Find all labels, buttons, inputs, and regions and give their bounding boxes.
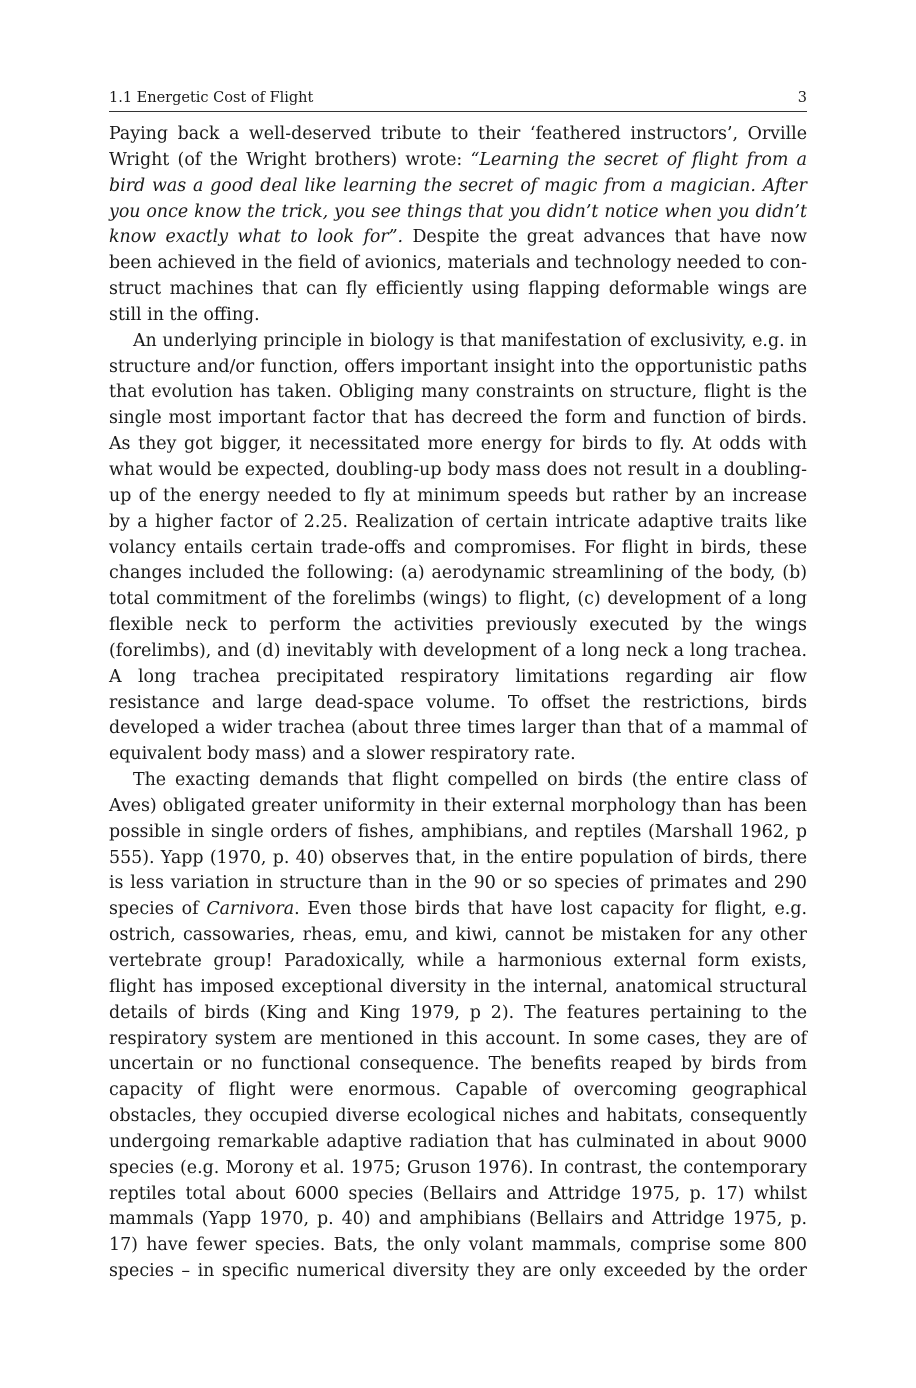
paragraph-2 xyxy=(109,329,807,768)
running-head xyxy=(109,88,807,112)
paragraph-text: . Even those birds that have lost capacity for flight, e.g. ostrich, cassowaries, rheas, emu, and kiwi, cannot be mistaken for any other vertebrate group! Paradoxically, while a harmonious external form exists, flight has imposed exceptional diversity in the internal, anatomical structural details of birds (King and King 1979, p 2). The features pertaining to the respiratory system are mentioned in this account. In some cases, they are of uncertain or no functional consequence. The benefits reaped by birds from capacity of flight were enormous. Capable of overcoming geographical obstacles, they occupied diverse ecological niches and habitats, consequently undergoing remarkable adaptive radiation that has culminated in about 9000 species (e.g. Morony et al. 1975; Gruson 1976). In contrast, the contemporary reptiles total about 6000 species (Bellairs and Attridge 1975, p. 17) whilst mammals (Yapp 1970, p. 40) and amphibians (Bellairs and Attridge 1975, p. 17) have fewer species. Bats, the only volant mammals, comprise some 800 species – in specific numerical diversity they are only exceeded by the order xyxy=(109,899,807,1282)
body-text xyxy=(109,122,807,1285)
taxon-name: Carnivora xyxy=(206,899,295,920)
paragraph-3 xyxy=(109,768,807,1285)
book-page xyxy=(109,88,807,1285)
paragraph-text: Despite the great advances that have now been achieved in the field of avionics, materials and technology needed to construct machines that can fly efficiently using flapping deformable wings are still in the offing. xyxy=(109,227,807,325)
section-title: 1.1 Energetic Cost of Flight xyxy=(109,90,314,106)
paragraph-1 xyxy=(109,122,807,329)
paragraph-text: An underlying principle in biology is that manifestation of exclusivity, e.g. in structure and/or function, offers important insight into the opportunistic paths that evolution has taken. Obliging many constraints on structure, flight is the single most important factor that has decreed the form and function of birds. As they got bigger, it necessitated more energy for birds to fly. At odds with what would be expected, doubling-up body mass does not result in a doubling-up of the energy needed to fly at minimum speeds but rather by an increase by a higher factor of 2.25. Realization of certain intricate adaptive traits like volancy entails certain trade-offs and compromises. For flight in birds, these changes included the following: (a) aerodynamic streamlining of the body, (b) total commitment of the forelimbs (wings) to flight, (c) development of a long flexible neck to perform the activities previously executed by the wings (forelimbs), and (d) inevitably with development of a long neck a long trachea. A long trachea precipitated respiratory limitations regarding air flow resistance and large dead-space volume. To offset the restrictions, birds developed a wider trachea (about three times larger than that of a mammal of equivalent body mass) and a slower respiratory rate. xyxy=(109,330,807,765)
wright-quote: “Learning the secret of flight from a bird was a good deal like learning the secret of magic from a magician. After you once know the trick, you see things that you didn’t notice when you didn’t know exactly what to look for”. xyxy=(109,149,807,248)
page-number: 3 xyxy=(797,90,807,106)
paragraph-text: Paying back a well-deserved tribute to their ‘feathered instructors’, Orville Wright (of the Wright brothers) wrote: xyxy=(109,124,807,170)
paragraph-text: The exacting demands that flight compelled on birds (the entire class of Aves) obligated greater uniformity in their external morphology than has been possible in single orders of fishes, amphibians, and reptiles (Marshall 1962, p 555). Yapp (1970, p. 40) observes that, in the entire population of birds, there is less variation in structure than in the 90 or so species of primates and 290 species of xyxy=(109,770,807,920)
